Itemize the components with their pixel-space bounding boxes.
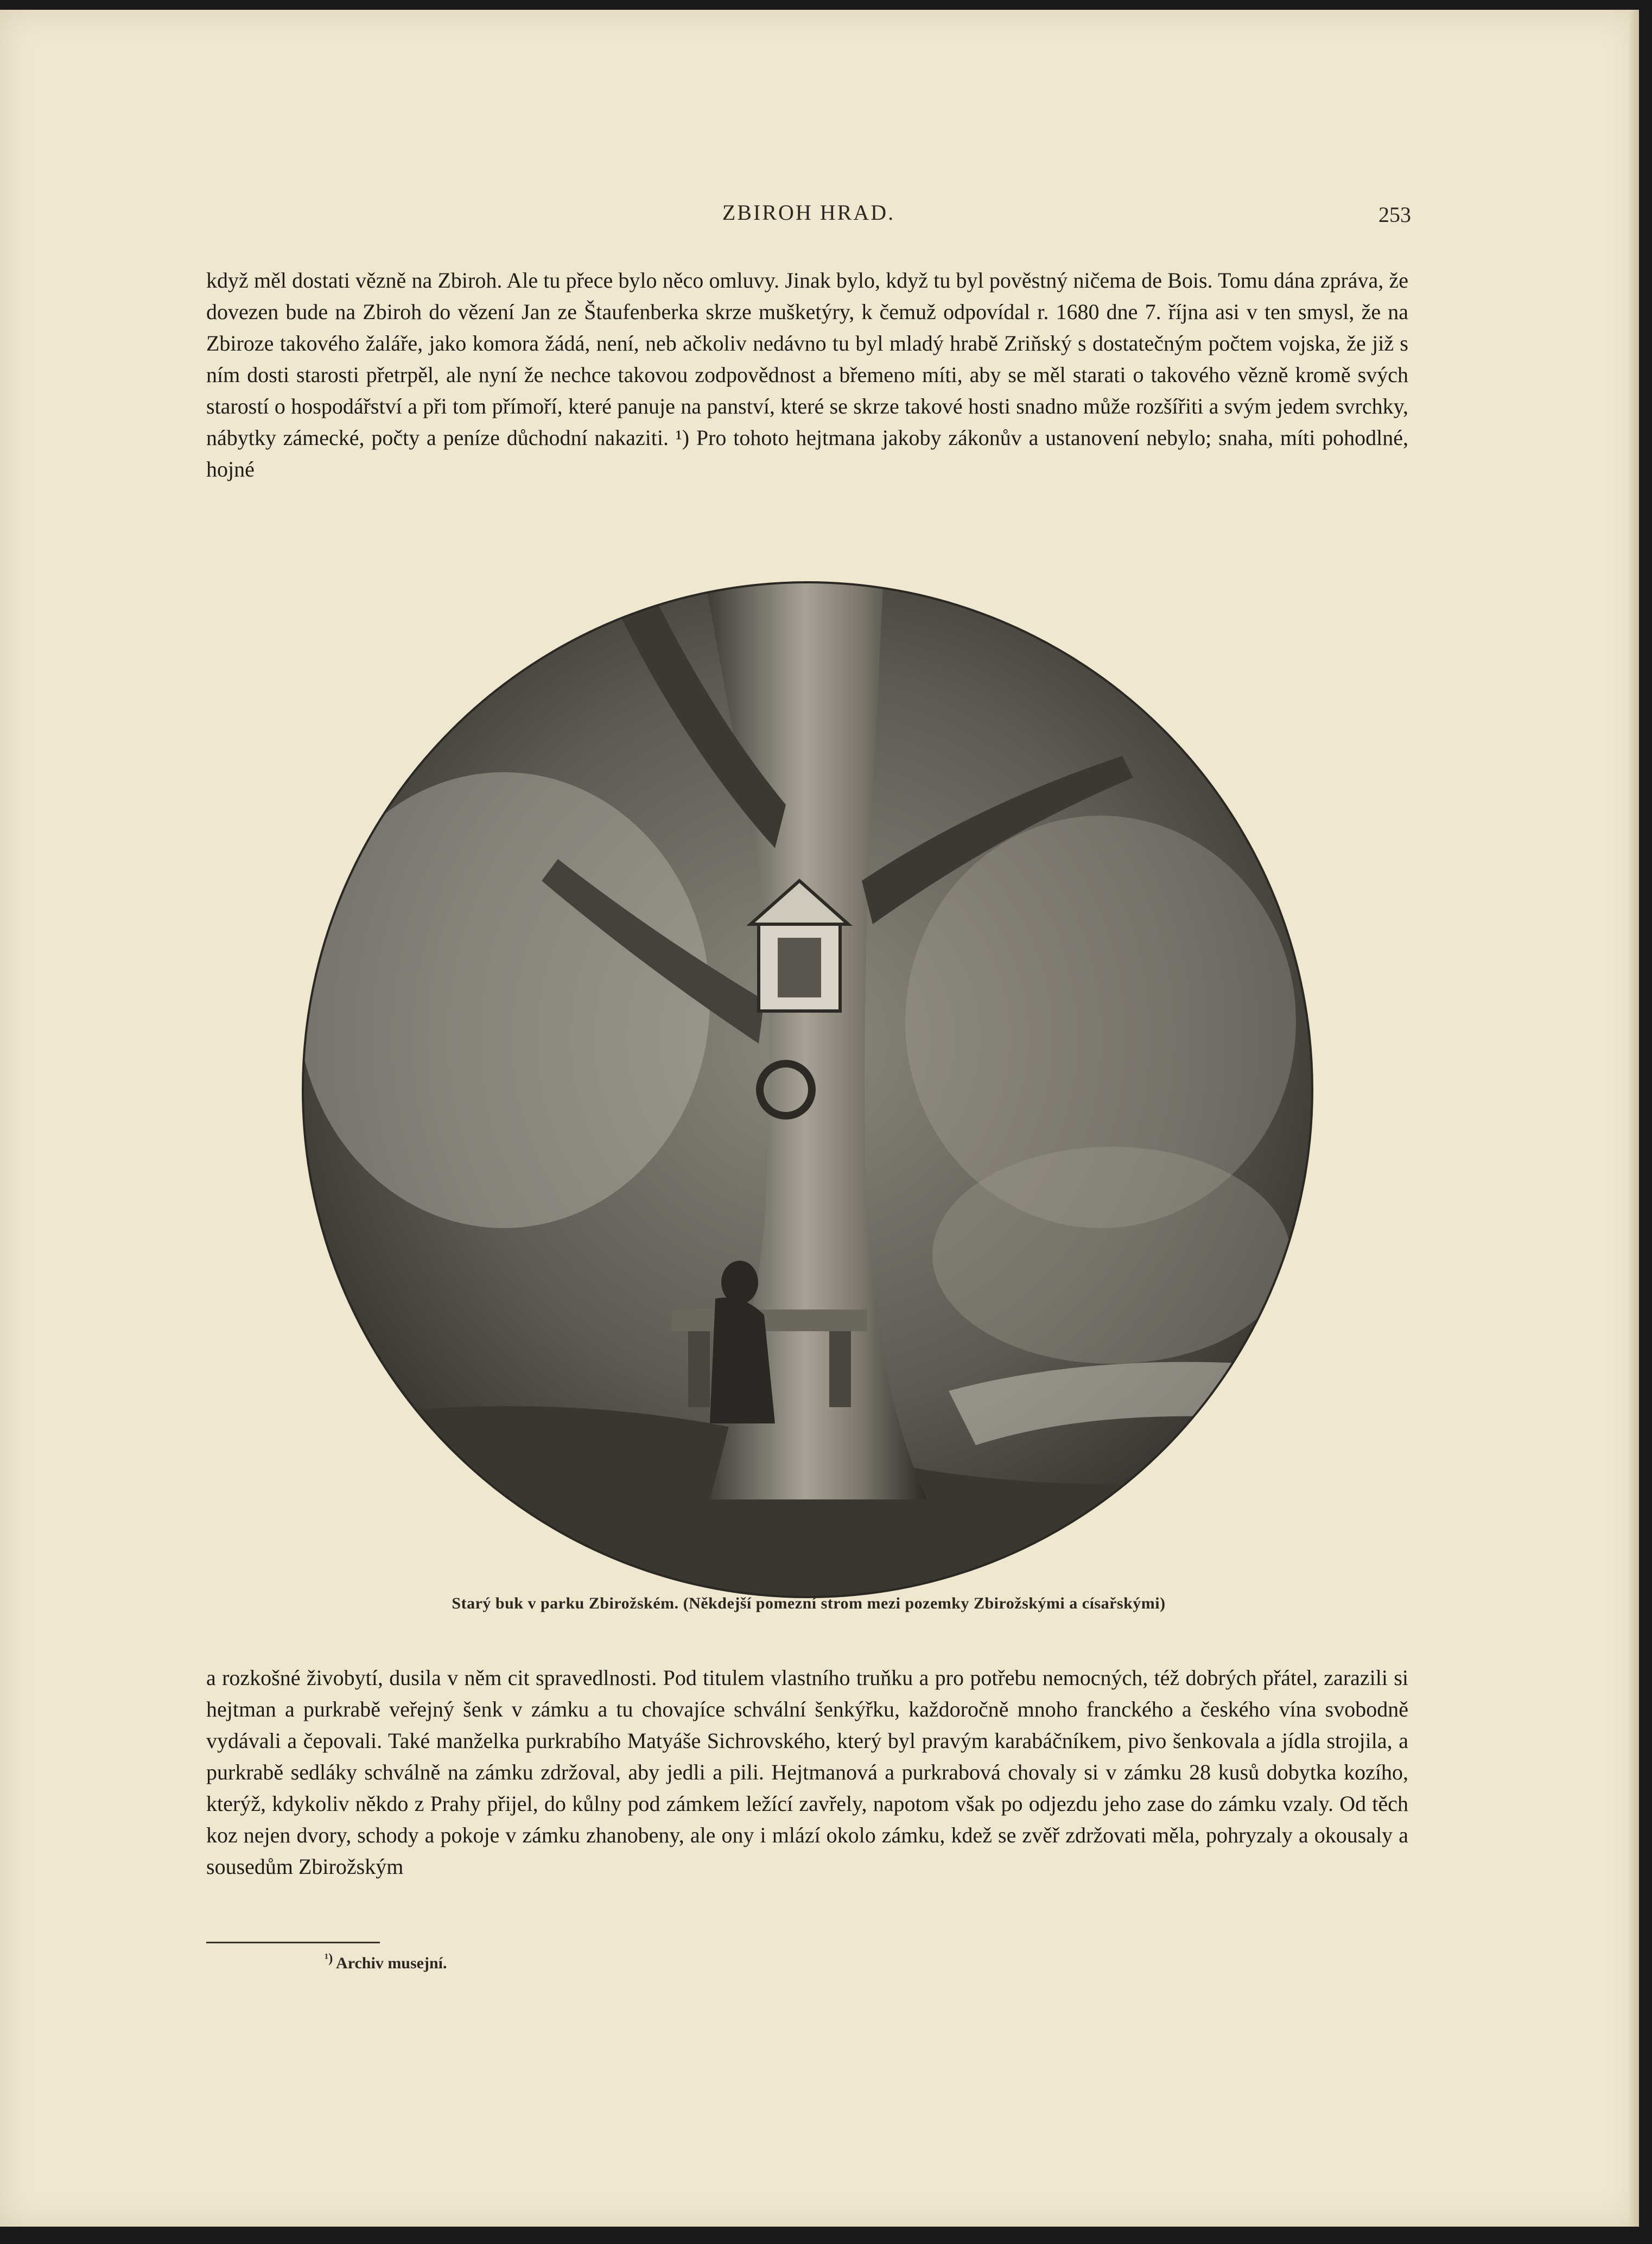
running-title: ZBIROH HRAD. <box>722 200 895 225</box>
paragraph-1: když měl dostati vězně na Zbiroh. Ale tu přece bylo něco omluvy. Jinak bylo, když tu byl pověstný ničema de Bois. Tomu dána zpráva, že dovezen bude na Zbiroh do vězení Jan ze Štaufenberka skrze mušketýry, k čemuž odpovídal r. 1680 dne 7. října asi v ten smysl, že na Zbiroze takového žaláře, jako komora žádá, není, neb ačkoliv nedávno tu byl mladý hrabě Zriňský s dostatečným počtem vojska, že již s ním dosti starosti přetrpěl, ale nyní že nechce takovou zodpovědnost a břemeno míti, aby se měl starati o takového vězně kromě svých starostí o hospodářství a při tom přímoří, které panuje na panství, které se skrze takové hosti snadno může rozšířiti a svým jedem svrchky, nábytky zámecké, počty a peníze důchodní nakaziti. ¹) Pro tohoto hejtmana jakoby zákonův a ustanovení nebylo; snaha, míti pohodlné, hojné <box>206 268 1408 481</box>
footnote-mark: ¹) <box>325 1951 333 1966</box>
figure-caption: Starý buk v parku Zbirožském. (Někdejší pomezní strom mezi pozemky Zbirožskými a císařskými) <box>452 1594 1166 1612</box>
footnote-rule <box>206 1942 380 1943</box>
paragraph-2: a rozkošné živobytí, dusila v něm cit spravedlnosti. Pod titulem vlastního truňku a pro potřebu nemocných, též dobrých přátel, zarazili si hejtman a purkrabě veřejný šenk v zámku a tu chovajíce schvální šenkýřku, každoročně mnoho franckého a českého vína svobodně vydávali a čepovali. Také manželka purkrabího Matyáše Sichrovského, který byl pravým karabáčníkem, pivo šenkovala a jídla strojila, a purkrabě sedláky schválně na zámku zdržoval, aby jedli a pili. Hejtmanová a purkrabová chovaly si v zámku 28 kusů dobytka kozího, kterýž, kdykoliv někdo z Prahy přijel, do kůlny pod zámkem ležící zavřely, napotom však po odjezdu jeho zase do zámku vzaly. Od těch koz nejen dvory, schody a pokoje v zámku zhanobeny, ale ony i mlází okolo zámku, kdež se zvěř zdržovati měla, pohryzaly a okousaly a sousedům Zbirožským <box>206 1665 1408 1879</box>
page-number: 253 <box>1378 202 1411 227</box>
beech-tree-engraving <box>297 577 1318 1603</box>
page-header <box>206 194 1411 238</box>
footnote-text: Archiv musejní. <box>336 1954 447 1972</box>
page <box>0 10 1639 2227</box>
footnote <box>325 1951 447 1973</box>
